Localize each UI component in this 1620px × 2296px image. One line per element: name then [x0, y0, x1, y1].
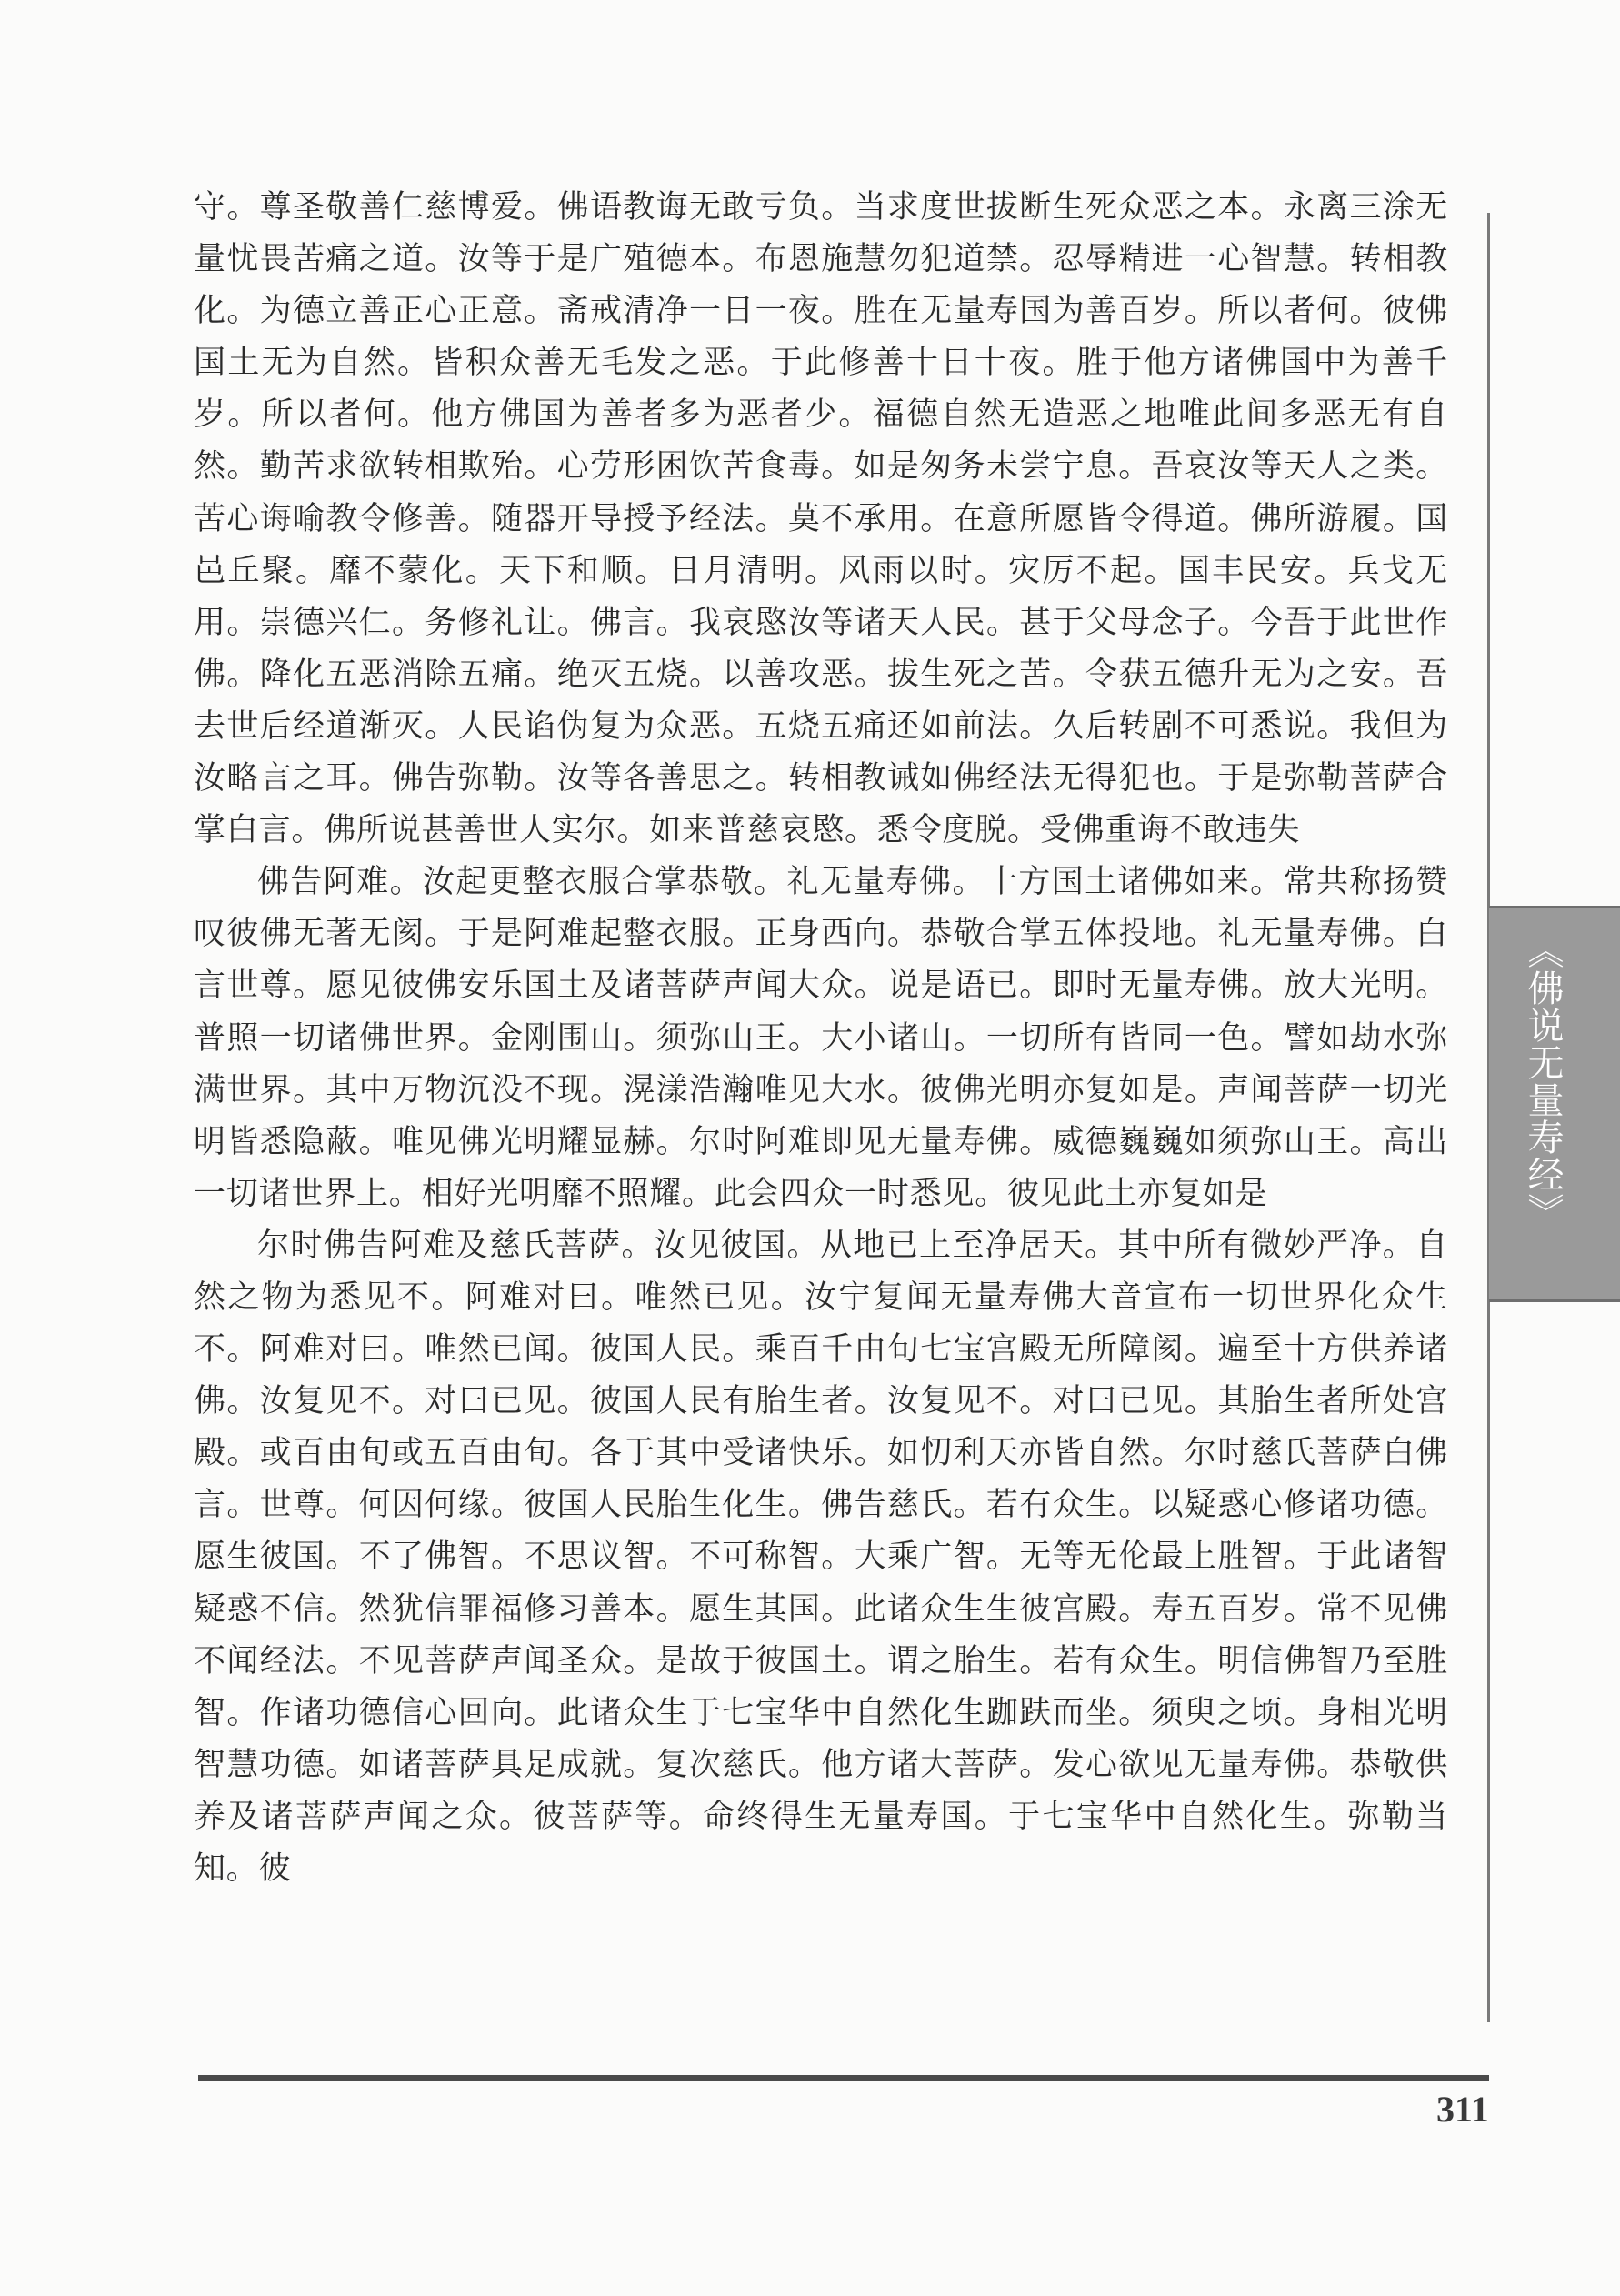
page-number: 311 — [1436, 2089, 1489, 2130]
main-text — [194, 182, 1448, 1895]
paragraph-ananda-bows: 佛告阿难。汝起更整衣服合掌恭敬。礼无量寿佛。十方国土诸佛如来。常共称扬赞叹彼佛无著无阂。于是阿难起整衣服。正身西向。恭敬合掌五体投地。礼无量寿佛。白言世尊。愿见彼佛安乐国土及诸菩萨声闻大众。说是语已。即时无量寿佛。放大光明。普照一切诸佛世界。金刚围山。须弥山王。大小诸山。一切所有皆同一色。譬如劫水弥满世界。其中万物沉没不现。滉漾浩瀚唯见大水。彼佛光明亦复如是。声闻菩萨一切光明皆悉隐蔽。唯见佛光明耀显赫。尔时阿难即见无量寿佛。威德巍巍如须弥山王。高出一切诸世界上。相好光明靡不照耀。此会四众一时悉见。彼见此土亦复如是 — [194, 864, 1448, 1212]
paragraph-continuation: 守。尊圣敬善仁慈博爱。佛语教诲无敢亏负。当求度世拔断生死众恶之本。永离三涂无量忧畏苦痛之道。汝等于是广殖德本。布恩施慧勿犯道禁。忍辱精进一心智慧。转相教化。为德立善正心正意。斋戒清净一日一夜。胜在无量寿国为善百岁。所以者何。彼佛国土无为自然。皆积众善无毛发之恶。于此修善十日十夜。胜于他方诸佛国中为善千岁。所以者何。他方佛国为善者多为恶者少。福德自然无造恶之地唯此间多恶无有自然。勤苦求欲转相欺殆。心劳形困饮苦食毒。如是匆务未尝宁息。吾哀汝等天人之类。苦心诲喻教令修善。随器开导授予经法。莫不承用。在意所愿皆令得道。佛所游履。国邑丘聚。靡不蒙化。天下和顺。日月清明。风雨以时。灾厉不起。国丰民安。兵戈无用。崇德兴仁。务修礼让。佛言。我哀愍汝等诸天人民。甚于父母念子。今吾于此世作佛。降化五恶消除五痛。绝灭五烧。以善攻恶。拔生死之苦。令获五德升无为之安。吾去世后经道渐灭。人民谄伪复为众恶。五烧五痛还如前法。久后转剧不可悉说。我但为汝略言之耳。佛告弥勒。汝等各善思之。转相教诫如佛经法无得犯也。于是弥勒菩萨合掌白言。佛所说甚善世人实尔。如来普慈哀愍。悉令度脱。受佛重诲不敢违失 — [194, 189, 1448, 849]
paragraph-womb-birth: 尔时佛告阿难及慈氏菩萨。汝见彼国。从地已上至净居天。其中所有微妙严净。自然之物为悉见不。阿难对曰。唯然已见。汝宁复闻无量寿佛大音宣布一切世界化众生不。阿难对曰。唯然已闻。彼国人民。乘百千由旬七宝宫殿无所障阂。遍至十方供养诸佛。汝复见不。对曰已见。彼国人民有胎生者。汝复见不。对曰已见。其胎生者所处宫殿。或百由旬或五百由旬。各于其中受诸快乐。如忉利天亦皆自然。尔时慈氏菩萨白佛言。世尊。何因何缘。彼国人民胎生化生。佛告慈氏。若有众生。以疑惑心修诸功德。愿生彼国。不了佛智。不思议智。不可称智。大乘广智。无等无伦最上胜智。于此诸智疑惑不信。然犹信罪福修习善本。愿生其国。此诸众生生彼宫殿。寿五百岁。常不见佛不闻经法。不见菩萨声闻圣众。是故于彼国土。谓之胎生。若有众生。明信佛智乃至胜智。作诸功德信心回向。此诸众生于七宝华中自然化生跏趺而坐。须臾之顷。身相光明智慧功德。如诸菩萨具足成就。复次慈氏。他方诸大菩萨。发心欲见无量寿佛。恭敬供养及诸菩萨声闻之众。彼菩萨等。命终得生无量寿国。于七宝华中自然化生。弥勒当知。彼 — [194, 1227, 1448, 1887]
section-tab — [1489, 906, 1620, 1302]
section-tab-title: 《佛说无量寿经》 — [1522, 932, 1564, 1230]
footer-rule — [198, 2075, 1489, 2081]
